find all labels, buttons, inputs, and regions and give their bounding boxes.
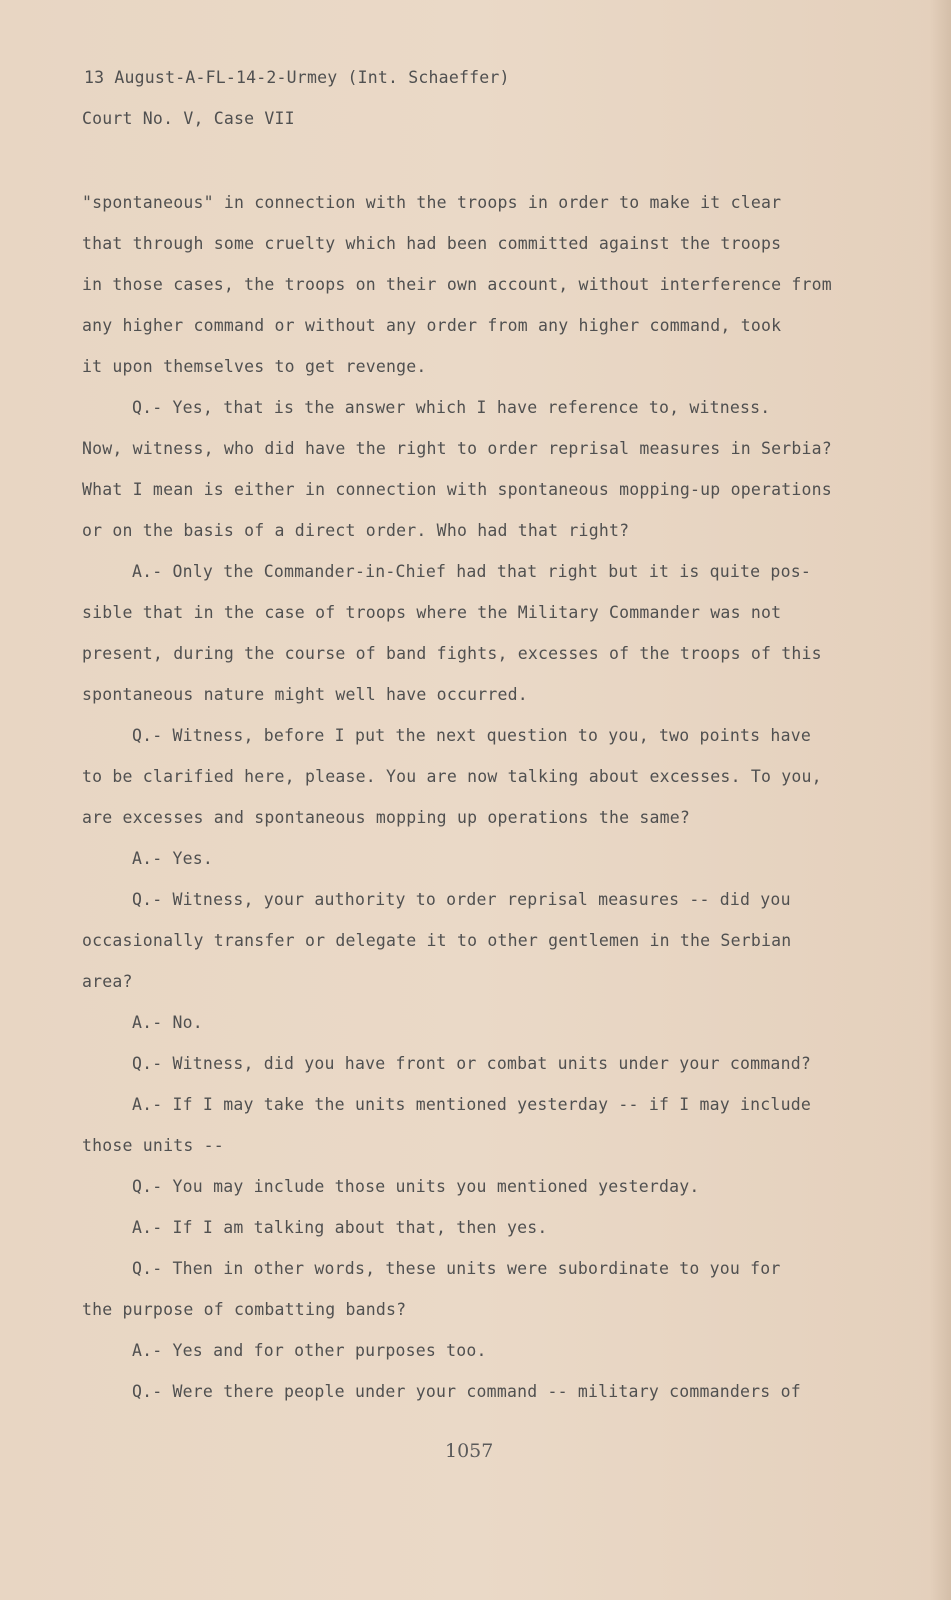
body-line: area? — [82, 972, 133, 991]
body-line: Q.- Yes, that is the answer which I have reference to, witness. — [132, 398, 771, 417]
body-line: What I mean is either in connection with spontaneous mopping-up operations — [82, 480, 832, 499]
body-line: present, during the course of band fights, excesses of the troops of this — [82, 644, 822, 663]
body-line: or on the basis of a direct order. Who had that right? — [82, 521, 630, 540]
header-case-line: 13 August-A-FL-14-2-Urmey (Int. Schaeffer) — [84, 68, 510, 87]
body-line: Q.- Witness, did you have front or combat units under your command? — [132, 1054, 811, 1073]
body-line: A.- No. — [132, 1013, 203, 1032]
body-line: A.- Only the Commander-in-Chief had that right but it is quite pos- — [132, 562, 811, 581]
body-line: to be clarified here, please. You are now talking about excesses. To you, — [82, 767, 822, 786]
body-line: Q.- Witness, your authority to order reprisal measures -- did you — [132, 890, 791, 909]
body-line: are excesses and spontaneous mopping up operations the same? — [82, 808, 691, 827]
body-line: Q.- Then in other words, these units were subordinate to you for — [132, 1259, 781, 1278]
body-line: any higher command or without any order from any higher command, took — [82, 316, 782, 335]
body-line: the purpose of combatting bands? — [82, 1300, 407, 1319]
body-line: Now, witness, who did have the right to order reprisal measures in Serbia? — [82, 439, 832, 458]
body-line: occasionally transfer or delegate it to other gentlemen in the Serbian — [82, 931, 792, 950]
page-number: 1057 — [445, 1440, 494, 1462]
body-line: it upon themselves to get revenge. — [82, 357, 427, 376]
body-line: those units -- — [82, 1136, 224, 1155]
body-line: that through some cruelty which had been committed against the troops — [82, 234, 782, 253]
body-line: A.- Yes. — [132, 849, 214, 868]
body-line: Q.- Were there people under your command -- military commanders of — [132, 1382, 801, 1401]
body-line: Q.- Witness, before I put the next question to you, two points have — [132, 726, 811, 745]
body-line: A.- If I am talking about that, then yes. — [132, 1218, 548, 1237]
body-line: "spontaneous" in connection with the troops in order to make it clear — [82, 193, 782, 212]
body-line: sible that in the case of troops where the Military Commander was not — [82, 603, 782, 622]
header-court-line: Court No. V, Case VII — [82, 109, 295, 128]
body-line: A.- If I may take the units mentioned yesterday -- if I may include — [132, 1095, 811, 1114]
body-line: spontaneous nature might well have occurred. — [82, 685, 528, 704]
body-line: in those cases, the troops on their own account, without interference from — [82, 275, 832, 294]
body-line: A.- Yes and for other purposes too. — [132, 1341, 487, 1360]
body-line: Q.- You may include those units you mentioned yesterday. — [132, 1177, 700, 1196]
